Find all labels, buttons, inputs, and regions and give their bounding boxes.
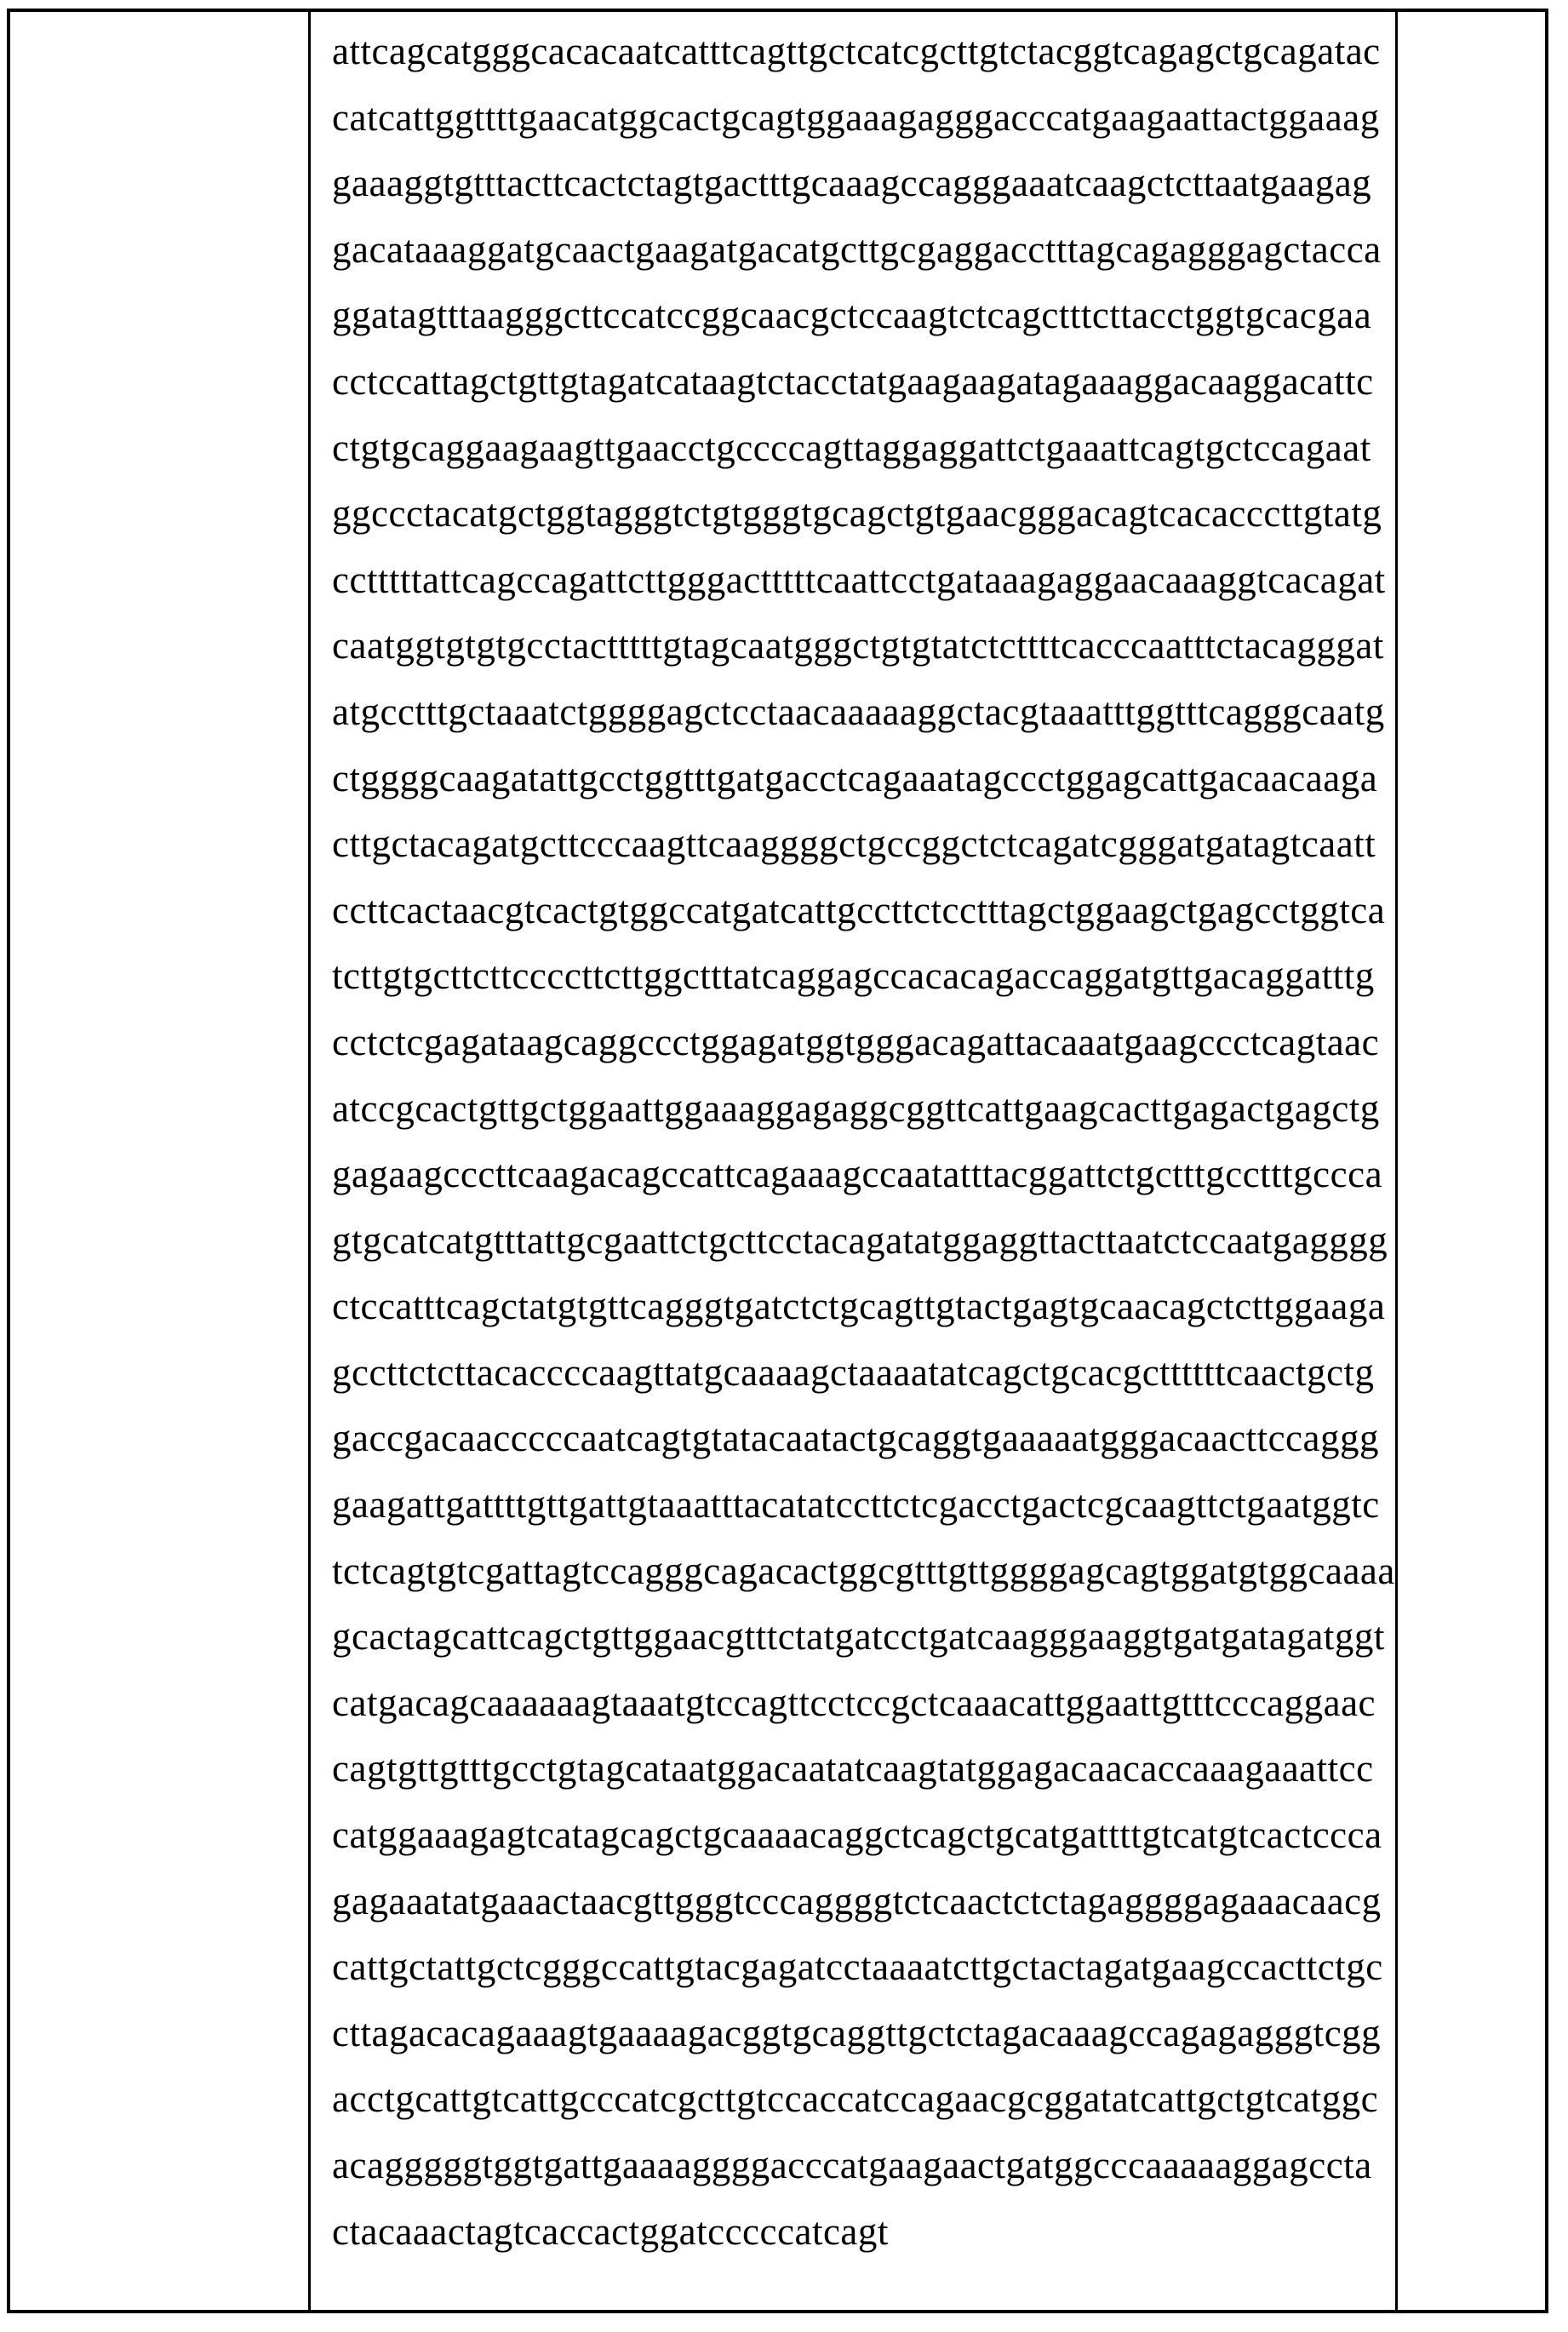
sequence-line: attcagcatgggcacacaatcatttcagttgctcatcgcttgtctacggtcagagctgcagatac — [332, 30, 1381, 72]
sequence-line: cttgctacagatgcttcccaagttcaaggggctgccggctctcagatcgggatgatagtcaatt — [332, 822, 1376, 866]
sequence-line: ggccctacatgctggtagggtctgtgggtgcagctgtgaacgggacagtcacacccttgtatg — [332, 492, 1382, 536]
sequence-line: cctccattagctgttgtagatcataagtctacctatgaagaagatagaaaggacaaggacattc — [332, 359, 1374, 403]
sequence-line: ctggggcaagatattgcctggtttgatgacctcagaaatagccctggagcattgacaacaaga — [332, 756, 1378, 799]
sequence-line: gccttctcttacaccccaagttatgcaaaagctaaaatatcagctgcacgcttttttcaactgctg — [332, 1350, 1375, 1394]
sequence-cell — [311, 12, 1398, 2310]
sequence-line: catgacagcaaaaaagtaaatgtccagttcctccgctcaaacattggaattgtttcccaggaac — [332, 1681, 1376, 1724]
sequence-line: catggaaagagtcatagcagctgcaaaacaggctcagctgcatgattttgtcatgtcactccca — [332, 1813, 1382, 1857]
sequence-line: ccttcactaacgtcactgtggccatgatcattgccttctcctttagctggaagctgagcctggtca — [332, 888, 1386, 931]
sequence-line: caatggtgtgtgcctactttttgtagcaatgggctgtgtatctcttttcacccaatttctacagggat — [332, 624, 1384, 668]
sequence-line: acctgcattgtcattgcccatcgcttgtccaccatccagaacgcggatatcattgctgtcatggc — [332, 2077, 1379, 2121]
sequence-line: gcactagcattcagctgttggaacgtttctatgatcctgatcaagggaaggtgatgatagatggt — [332, 1615, 1385, 1659]
sequence-line: ctccatttcagctatgtgttcagggtgatctctgcagttgtactgagtgcaacagctcttggaaga — [332, 1285, 1386, 1328]
sequence-table — [7, 9, 1548, 2313]
sequence-line: gaaaggtgtttacttcactctagtgactttgcaaagccagggaaatcaagctcttaatgaagag — [332, 162, 1372, 205]
sequence-lines-container — [332, 19, 1395, 2265]
sequence-line: cattgctattgctcgggccattgtacgagatcctaaaatcttgctactagatgaagccacttctgc — [332, 1945, 1383, 1989]
sequence-line: gaagattgattttgttgattgtaaatttacatatccttctcgacctgactcgcaagttctgaatggtc — [332, 1483, 1380, 1527]
sequence-line: gaccgacaacccccaatcagtgtatacaatactgcaggtgaaaaatgggacaacttccaggg — [332, 1417, 1380, 1460]
sequence-line: tcttgtgcttcttccccttcttggctttatcaggagccacacagaccaggatgttgacaggatttg — [332, 954, 1375, 998]
sequence-line: cctctcgagataagcaggccctggagatggtgggacagattacaaatgaagccctcagtaac — [332, 1020, 1380, 1063]
sequence-line: atgcctttgctaaatctggggagctcctaacaaaaaggctacgtaaatttggtttcagggcaatg — [332, 690, 1385, 733]
sequence-line: acagggggtggtgattgaaaaggggacccatgaagaactgatggcccaaaaaggagccta — [332, 2144, 1372, 2186]
sequence-line: gagaaatatgaaactaacgttgggtcccaggggtctcaactctctagaggggagaaacaacg — [332, 1879, 1382, 1922]
table-cell-right-empty — [1398, 12, 1545, 2310]
sequence-line: gtgcatcatgtttattgcgaattctgcttcctacagatatggaggttacttaatctccaatgagggg — [332, 1218, 1388, 1262]
sequence-line: cctttttattcagccagattcttgggactttttcaattcctgataaagaggaacaaaggtcacagat — [332, 558, 1386, 601]
sequence-line: gagaagcccttcaagacagccattcagaaagccaatatttacggattctgctttgcctttgccca — [332, 1153, 1383, 1196]
sequence-line: ctgtgcaggaagaagttgaacctgccccagttaggaggattctgaaattcagtgctccagaat — [332, 426, 1371, 469]
sequence-line: ggatagtttaagggcttccatccggcaacgctccaagtctcagctttcttacctggtgcacgaa — [332, 294, 1372, 337]
sequence-line: ctacaaactagtcaccactggatcccccatcagt — [332, 2209, 889, 2253]
sequence-line: atccgcactgttgctggaattggaaaggagaggcggttcattgaagcacttgagactgagctg — [332, 1086, 1380, 1130]
sequence-line: catcattggttttgaacatggcactgcagtggaaagagggacccatgaagaattactggaaag — [332, 95, 1380, 139]
sequence-line: gacataaaggatgcaactgaagatgacatgcttgcgaggacctttagcagagggagctacca — [332, 227, 1382, 271]
sequence-line: cttagacacagaaagtgaaaagacggtgcaggttgctctagacaaagccagagagggtcgg — [332, 2011, 1382, 2054]
table-cell-left-empty — [10, 12, 311, 2310]
sequence-line: tctcagtgtcgattagtccagggcagacactggcgtttgttggggagcagtggatgtggcaaaa — [332, 1549, 1395, 1592]
sequence-line: cagtgttgtttgcctgtagcataatggacaatatcaagtatggagacaacaccaaagaaattcc — [332, 1747, 1374, 1791]
